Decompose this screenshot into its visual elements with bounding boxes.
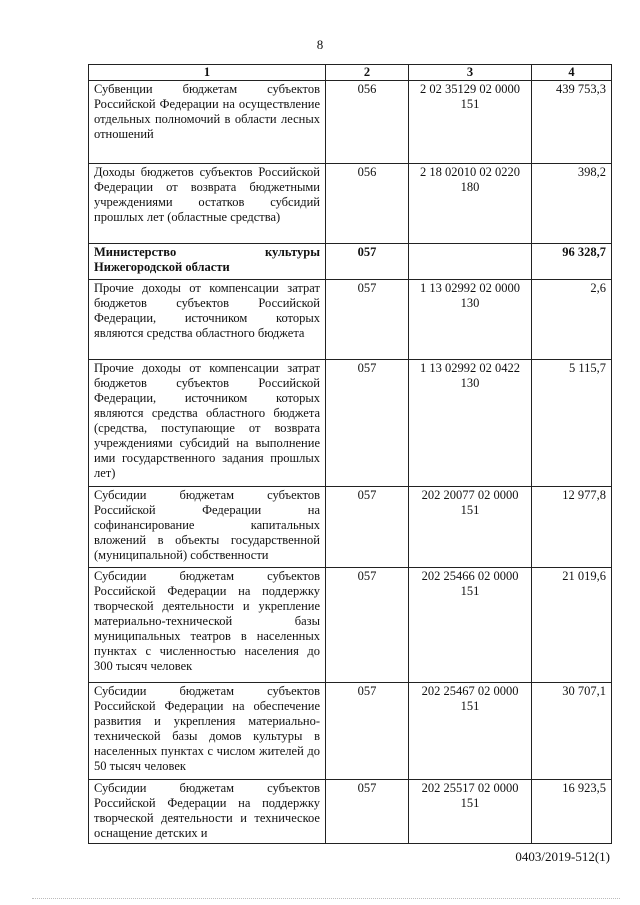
table-row xyxy=(89,568,612,683)
row-description: Субвенции бюджетам субъектов Российской Федерации на осуществление отдельных полномочий в области лесных отношений xyxy=(89,81,326,164)
row-budget-code: 2 02 35129 02 0000 151 xyxy=(409,81,532,164)
row-budget-code: 2 18 02010 02 0220 180 xyxy=(409,164,532,244)
page-number: 8 xyxy=(316,37,324,52)
section-budget-code xyxy=(409,244,532,280)
row-admin-code: 057 xyxy=(326,360,409,487)
row-amount: 5 115,7 xyxy=(532,360,612,487)
row-budget-code: 202 20077 02 0000 151 xyxy=(409,487,532,568)
row-admin-code: 057 xyxy=(326,780,409,844)
table-header-row xyxy=(89,65,612,81)
row-description: Субсидии бюджетам субъектов Российской Федерации на поддержку творческой деятельности и укрепление материально-технической базы муниципальных театров в населенных пунктах с численностью населения до 300 тысяч человек xyxy=(89,568,326,683)
row-budget-code: 202 25467 02 0000 151 xyxy=(409,683,532,780)
row-description: Субсидии бюджетам субъектов Российской Федерации на обеспечение развития и укрепления материально-технической базы домов культуры в населенных пунктах с числом жителей до 50 тысяч человек xyxy=(89,683,326,780)
column-header-description: 1 xyxy=(89,65,326,81)
column-header-admin-code: 2 xyxy=(326,65,409,81)
row-amount: 12 977,8 xyxy=(532,487,612,568)
row-admin-code: 057 xyxy=(326,487,409,568)
row-admin-code: 056 xyxy=(326,164,409,244)
row-description: Прочие доходы от компенсации затрат бюджетов субъектов Российской Федерации, источником которых являются средства областного бюджета xyxy=(89,280,326,360)
scan-artifact-line xyxy=(32,898,620,899)
row-amount: 439 753,3 xyxy=(532,81,612,164)
row-description: Субсидии бюджетам субъектов Российской Федерации на поддержку творческой деятельности и техническое оснащение детских и xyxy=(89,780,326,844)
row-budget-code: 1 13 02992 02 0000 130 xyxy=(409,280,532,360)
section-amount: 96 328,7 xyxy=(532,244,612,280)
row-amount: 16 923,5 xyxy=(532,780,612,844)
table-row xyxy=(89,81,612,164)
row-amount: 2,6 xyxy=(532,280,612,360)
row-budget-code: 202 25466 02 0000 151 xyxy=(409,568,532,683)
section-admin-code: 057 xyxy=(326,244,409,280)
column-header-amount: 4 xyxy=(532,65,612,81)
column-header-budget-code: 3 xyxy=(409,65,532,81)
row-budget-code: 202 25517 02 0000 151 xyxy=(409,780,532,844)
table-row xyxy=(89,280,612,360)
budget-revenue-table xyxy=(88,64,612,844)
table-row xyxy=(89,683,612,780)
row-admin-code: 057 xyxy=(326,568,409,683)
section-row xyxy=(89,244,612,280)
table-row xyxy=(89,780,612,844)
row-description: Субсидии бюджетам субъектов Российской Федерации на софинансирование капитальных вложений в объекты государственной (муниципальной) собственности xyxy=(89,487,326,568)
section-title: Министерство культуры Нижегородской области xyxy=(89,244,326,280)
row-admin-code: 057 xyxy=(326,280,409,360)
row-description: Прочие доходы от компенсации затрат бюджетов субъектов Российской Федерации, источником которых являются средства областного бюджета (средства, поступающие от возврата учреждениями субсидий на выполнение ими государственного задания прошлых лет) xyxy=(89,360,326,487)
row-budget-code: 1 13 02992 02 0422 130 xyxy=(409,360,532,487)
document-footer-code: 0403/2019-512(1) xyxy=(515,849,610,864)
table-row xyxy=(89,164,612,244)
row-amount: 398,2 xyxy=(532,164,612,244)
row-description: Доходы бюджетов субъектов Российской Федерации от возврата бюджетными учреждениями остатков субсидий прошлых лет (областные средства) xyxy=(89,164,326,244)
table-row xyxy=(89,487,612,568)
row-amount: 30 707,1 xyxy=(532,683,612,780)
row-admin-code: 057 xyxy=(326,683,409,780)
row-admin-code: 056 xyxy=(326,81,409,164)
row-amount: 21 019,6 xyxy=(532,568,612,683)
table-row xyxy=(89,360,612,487)
